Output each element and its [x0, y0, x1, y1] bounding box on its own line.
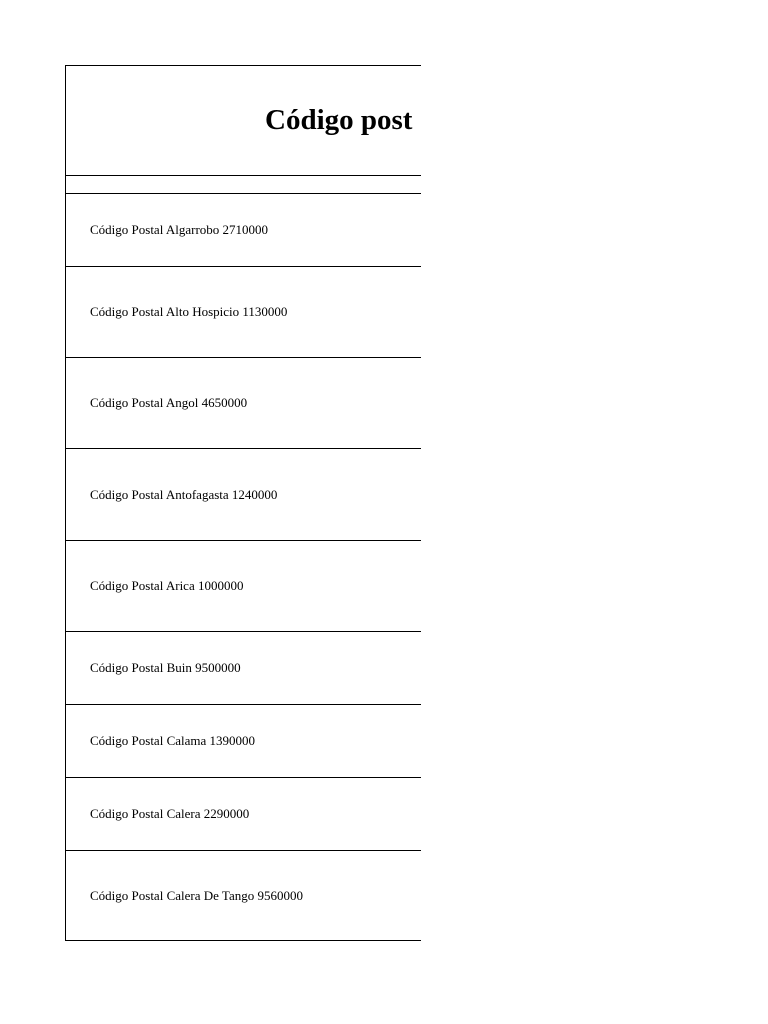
table-row [66, 778, 421, 851]
row-text: Código Postal Calera 2290000 [90, 806, 250, 821]
postal-code-table [65, 65, 421, 941]
table-row [66, 541, 421, 632]
table-row [66, 449, 421, 541]
row-text: Código Postal Calera De Tango 9560000 [90, 888, 303, 903]
table-title-cell [66, 66, 421, 176]
row-text: Código Postal Angol 4650000 [90, 395, 248, 410]
row-text: Código Postal Calama 1390000 [90, 733, 256, 748]
table-row [66, 358, 421, 449]
table-header-spacer-row [66, 176, 421, 194]
row-text: Código Postal Alto Hospicio 1130000 [90, 304, 288, 319]
row-text: Código Postal Arica 1000000 [90, 578, 244, 593]
page-title: Código post [265, 104, 413, 136]
table-row [66, 851, 421, 941]
row-text: Código Postal Antofagasta 1240000 [90, 486, 278, 502]
table-row [66, 705, 421, 778]
row-text: Código Postal Algarrobo 2710000 [90, 222, 269, 237]
table-row [66, 632, 421, 705]
table-row [66, 194, 421, 267]
row-text: Código Postal Buin 9500000 [90, 660, 241, 675]
table-row [66, 267, 421, 358]
